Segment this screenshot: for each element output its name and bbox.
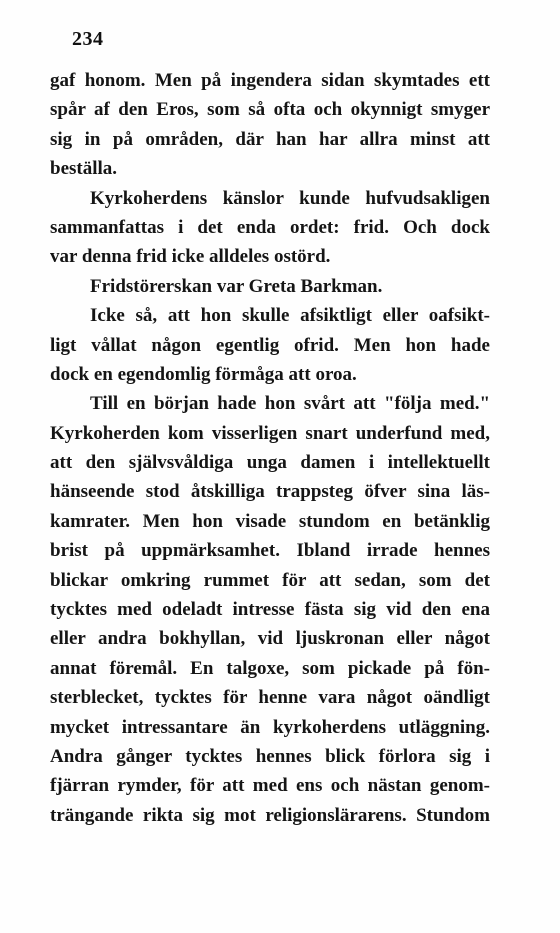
text-line: kamrater. Men hon visade stundom en betänklig (50, 510, 490, 532)
page-number: 234 (72, 28, 104, 50)
body-text (50, 66, 490, 830)
text-line: trängande rikta sig mot religionslärarens. Stundom (50, 804, 490, 826)
text-line: Kyrkoherdens känslor kunde hufvudsakligen (90, 187, 490, 209)
text-line: spår af den Eros, som så ofta och okynnigt smyger (50, 99, 490, 121)
text-line: var denna frid icke alldeles ostörd. (50, 246, 331, 268)
text-line: Till en början hade hon svårt att "följa med." (90, 393, 490, 415)
text-line: blickar omkring rummet för att sedan, som det (50, 569, 490, 591)
text-line: sammanfattas i det enda ordet: frid. Och dock (50, 216, 490, 238)
text-line: dock en egendomlig förmåga att oroa. (50, 363, 357, 385)
text-line: sig in på områden, där han har allra minst att (50, 128, 490, 150)
text-line: brist på uppmärksamhet. Ibland irrade hennes (50, 540, 490, 562)
text-line: hänseende stod åtskilliga trappsteg öfver sina läs- (50, 481, 490, 503)
text-line: beställa. (50, 158, 118, 180)
text-line: gaf honom. Men på ingendera sidan skymtades ett (50, 70, 490, 91)
text-line: fjärran rymder, för att med ens och nästan genom- (50, 775, 490, 797)
text-line: tycktes med odeladt intresse fästa sig vid den ena (50, 599, 490, 621)
text-line: Icke så, att hon skulle afsiktligt eller oafsikt- (90, 305, 490, 327)
text-line: Andra gånger tycktes hennes blick förlora sig i (50, 745, 490, 767)
text-line: Fridstörerskan var Greta Barkman. (90, 275, 383, 297)
text-line: eller andra bokhyllan, vid ljuskronan eller något (50, 628, 490, 650)
text-line: ligt vållat någon egentlig ofrid. Men hon hade (50, 334, 490, 356)
text-line: sterblecket, tycktes för henne vara något oändligt (50, 687, 490, 709)
text-line: annat föremål. En talgoxe, som pickade på fön- (50, 657, 490, 679)
text-line: att den självsvåldiga unga damen i intellektuellt (50, 452, 490, 474)
text-line: mycket intressantare än kyrkoherdens utläggning. (50, 716, 490, 738)
text-line: Kyrkoherden kom visserligen snart underfund med, (50, 422, 490, 444)
